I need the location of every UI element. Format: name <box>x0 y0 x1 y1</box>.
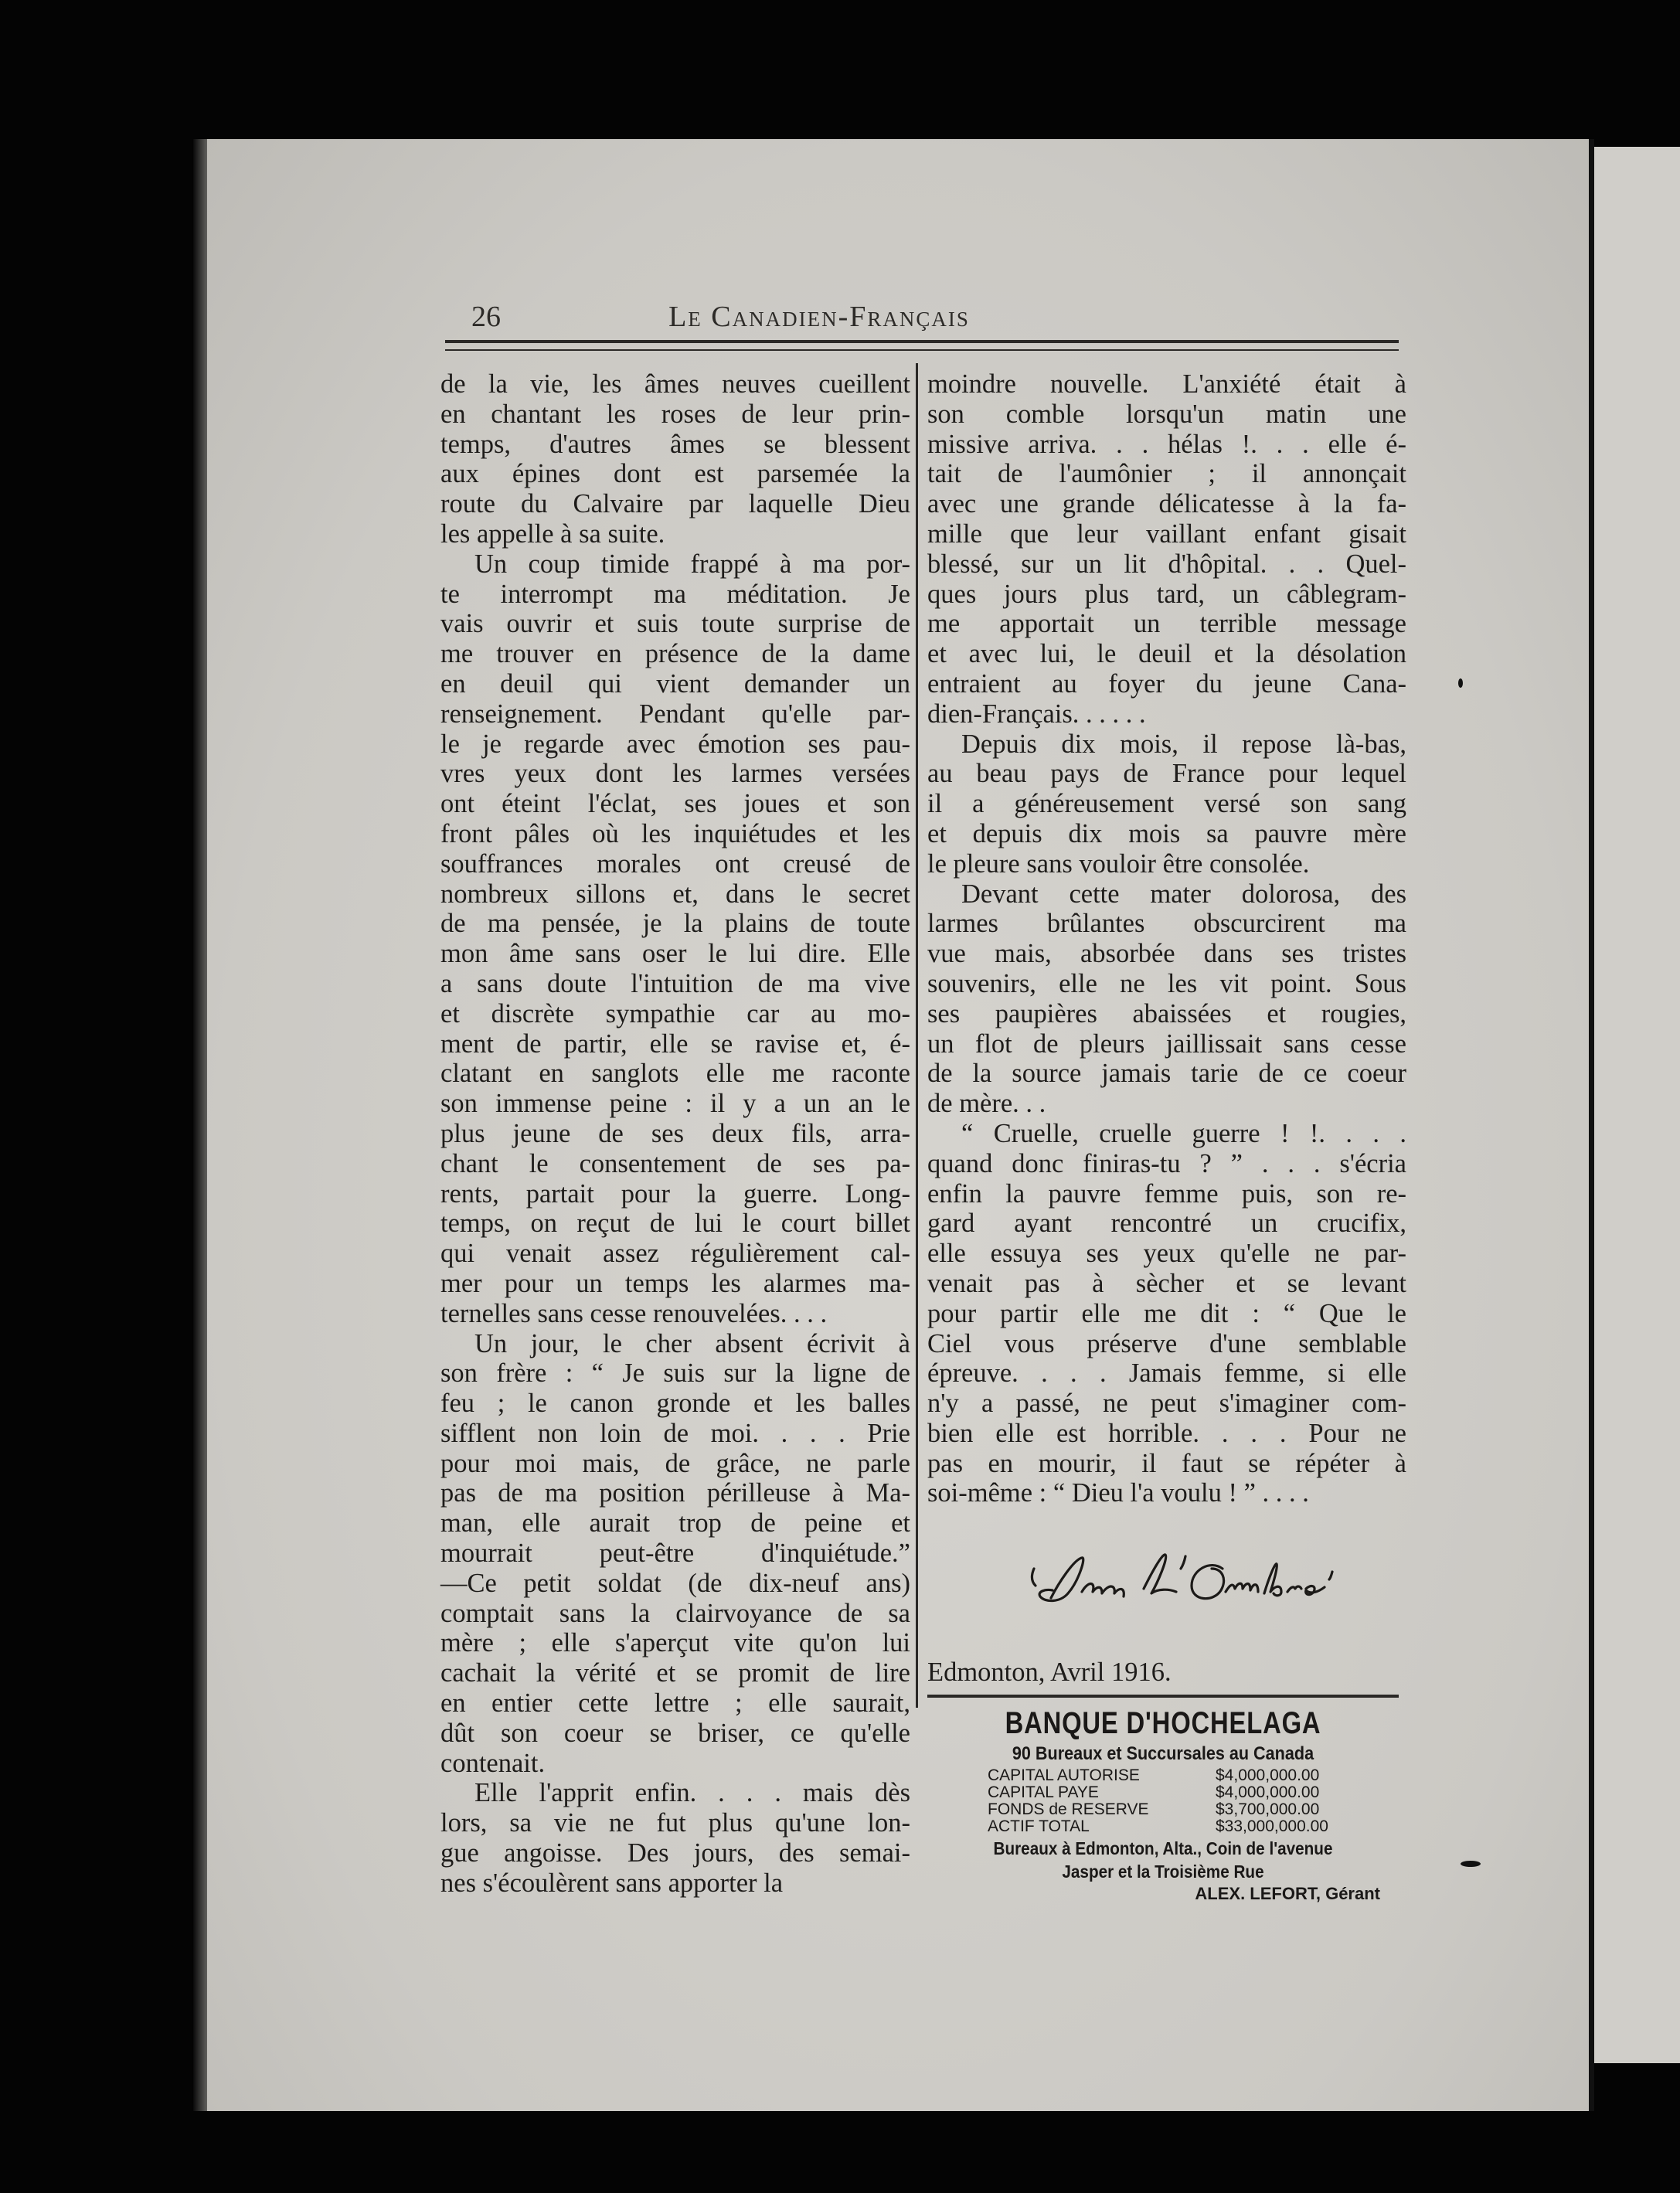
text-line: gue angoisse. Des jours, des semai- <box>440 1838 910 1868</box>
text-line: et discrète sympathie car au mo- <box>440 998 910 1028</box>
text-line: comptait sans la clairvoyance de sa <box>440 1598 910 1628</box>
text-line: et avec lui, le deuil et la désolation <box>927 639 1406 669</box>
page-divider <box>1589 139 1594 2111</box>
text-line: pour partir elle me dit : “ Que le <box>927 1298 1406 1328</box>
text-line: me apportait un terrible message <box>927 609 1406 639</box>
text-line: son immense peine : il y a un an le <box>440 1089 910 1119</box>
text-line: mère ; elle s'aperçut vite qu'on lui <box>440 1628 910 1658</box>
capital-label: CAPITAL PAYE <box>988 1783 1099 1801</box>
text-line: dût son coeur se briser, ce qu'elle <box>440 1718 910 1748</box>
text-line: entraient au foyer du jeune Cana- <box>927 668 1406 699</box>
text-line: de la source jamais tarie de ce coeur <box>927 1059 1406 1089</box>
text-line: et depuis dix mois sa pauvre mère <box>927 818 1406 848</box>
text-line: nes s'écoulèrent sans apporter la <box>440 1868 784 1898</box>
text-line: avec une grande délicatesse à la fa- <box>927 489 1406 519</box>
advertisement-rule <box>927 1695 1399 1698</box>
text-line: quand donc finiras-tu ? ” . . . s'écria <box>927 1148 1406 1178</box>
text-line: souffrances morales ont creusé de <box>440 848 910 879</box>
text-line: contenait. <box>440 1748 546 1778</box>
text-line: missive arriva. . . hélas !. . . elle é- <box>927 429 1406 459</box>
text-line: en entier cette lettre ; elle saurait, <box>440 1688 910 1719</box>
bank-address <box>951 1837 1376 1883</box>
capital-value: $33,000,000.00 <box>1216 1817 1328 1835</box>
text-line: au beau pays de France pour lequel <box>927 759 1406 789</box>
text-line: Un jour, le cher absent écrivit à <box>474 1328 910 1358</box>
capital-row <box>988 1818 1328 1835</box>
text-line: de mère. . . <box>927 1089 1046 1119</box>
text-line: front pâles où les inquiétudes et les <box>440 818 910 848</box>
right-column <box>927 369 1406 1508</box>
text-line: blessé, sur un lit d'hôpital. . . Quel- <box>927 549 1406 579</box>
bank-branches: 90 Bureaux et Succursales au Canada <box>1012 1743 1314 1764</box>
text-line: ment de partir, elle se ravise et, é- <box>440 1028 910 1059</box>
print-speck <box>1458 678 1463 688</box>
text-line: renseignement. Pendant qu'elle par- <box>440 699 910 729</box>
text-line: plus jeune de ses deux fils, arra- <box>440 1118 910 1148</box>
text-line: de la vie, les âmes neuves cueillent <box>440 369 910 399</box>
text-line: aux épines dont est parsemée la <box>440 459 910 489</box>
text-line: venait pas à sècher et se levant <box>927 1268 1406 1298</box>
text-line: n'y a passé, ne peut s'imaginer com- <box>927 1389 1406 1419</box>
text-line: rents, partait pour la guerre. Long- <box>440 1178 910 1209</box>
capital-table <box>988 1767 1328 1835</box>
text-line: Elle l'apprit enfin. . . . mais dès <box>474 1778 910 1808</box>
capital-value: $3,700,000.00 <box>1216 1800 1320 1818</box>
text-line: larmes brûlantes obscurcirent ma <box>927 909 1406 939</box>
bank-address-line: Jasper et la Troisième Rue <box>1062 1862 1264 1882</box>
text-line: enfin la pauvre femme puis, son re- <box>927 1178 1406 1209</box>
journal-title: Le Canadien-Français <box>668 301 970 333</box>
text-line: mer pour un temps les alarmes ma- <box>440 1268 910 1298</box>
text-line: temps, d'autres âmes se blessent <box>440 429 910 459</box>
text-line: mon âme sans oser le lui dire. Elle <box>440 939 910 969</box>
text-line: man, elle aurait trop de peine et <box>440 1508 910 1538</box>
print-speck <box>1461 1861 1481 1867</box>
text-line: Un coup timide frappé à ma por- <box>474 549 910 579</box>
signature <box>1020 1538 1391 1630</box>
text-line: —Ce petit soldat (de dix-neuf ans) <box>440 1568 910 1598</box>
bank-manager: ALEX. LEFORT, Gérant <box>1195 1884 1380 1903</box>
text-line: les appelle à sa suite. <box>440 518 665 549</box>
text-line: en deuil qui vient demander un <box>440 668 910 699</box>
text-line: “ Cruelle, cruelle guerre ! !. . . . <box>961 1118 1406 1148</box>
text-line: ont éteint l'éclat, ses joues et son <box>440 789 910 819</box>
bank-address-line: Bureaux à Edmonton, Alta., Coin de l'avenue <box>993 1838 1333 1858</box>
text-line: temps, on reçut de lui le court billet <box>440 1209 910 1239</box>
capital-label: CAPITAL AUTORISE <box>988 1766 1140 1784</box>
text-line: mourrait peut-être d'inquiétude.” <box>440 1538 910 1569</box>
text-line: son frère : “ Je suis sur la ligne de <box>440 1358 910 1389</box>
text-line: clatant en sanglots elle me raconte <box>440 1059 910 1089</box>
text-line: tait de l'aumônier ; il annonçait <box>927 459 1406 489</box>
left-column <box>440 369 910 1899</box>
text-line: moindre nouvelle. L'anxiété était à <box>927 369 1406 399</box>
capital-label: FONDS de RESERVE <box>988 1800 1149 1818</box>
bank-advertisement <box>927 1704 1399 1905</box>
text-line: ques jours plus tard, un câblegram- <box>927 579 1406 609</box>
text-line: pas en mourir, il faut se répéter à <box>927 1448 1406 1478</box>
bank-name: BANQUE D'HOCHELAGA <box>1005 1706 1321 1740</box>
text-line: son comble lorsqu'un matin une <box>927 399 1406 429</box>
text-line: un flot de pleurs jaillissait sans cesse <box>927 1028 1406 1059</box>
text-line: me trouver en présence de la dame <box>440 639 910 669</box>
adjacent-page-edge <box>1594 147 1680 2063</box>
capital-label: ACTIF TOTAL <box>988 1817 1090 1835</box>
text-line: te interrompt ma méditation. Je <box>440 579 910 609</box>
text-line: mille que leur vaillant enfant gisait <box>927 518 1406 549</box>
text-line: ses paupières abaissées et rougies, <box>927 998 1406 1028</box>
text-line: en chantant les roses de leur prin- <box>440 399 910 429</box>
text-line: a sans doute l'intuition de ma vive <box>440 968 910 998</box>
text-line: bien elle est horrible. . . . Pour ne <box>927 1418 1406 1448</box>
text-line: vres yeux dont les larmes versées <box>440 759 910 789</box>
page-number: 26 <box>471 301 501 333</box>
text-line: pour moi mais, de grâce, ne parle <box>440 1448 910 1478</box>
text-line: vue mais, absorbée dans ses tristes <box>927 939 1406 969</box>
text-line: qui venait assez régulièrement cal- <box>440 1239 910 1269</box>
text-line: gard ayant rencontré un crucifix, <box>927 1209 1406 1239</box>
text-line: chant le consentement de ses pa- <box>440 1148 910 1178</box>
capital-value: $4,000,000.00 <box>1216 1766 1320 1784</box>
column-rule <box>916 363 918 1708</box>
text-line: route du Calvaire par laquelle Dieu <box>440 489 910 519</box>
text-line: soi-même : “ Dieu l'a voulu ! ” . . . . <box>927 1478 1309 1508</box>
dateline: Edmonton, Avril 1916. <box>927 1658 1172 1687</box>
text-line: il a généreusement versé son sang <box>927 789 1406 819</box>
text-line: vais ouvrir et suis toute surprise de <box>440 609 910 639</box>
text-line: le je regarde avec émotion ses pau- <box>440 729 910 759</box>
text-line: Depuis dix mois, il repose là-bas, <box>961 729 1406 759</box>
capital-row <box>988 1767 1328 1784</box>
text-line: de ma pensée, je la plains de toute <box>440 909 910 939</box>
text-line: pas de ma position périlleuse à Ma- <box>440 1478 910 1508</box>
capital-value: $4,000,000.00 <box>1216 1783 1320 1801</box>
text-line: Ciel vous préserve d'une semblable <box>927 1328 1406 1358</box>
text-line: souvenirs, elle ne les vit point. Sous <box>927 968 1406 998</box>
text-line: feu ; le canon gronde et les balles <box>440 1389 910 1419</box>
text-line: elle essuya ses yeux qu'elle ne par- <box>927 1239 1406 1269</box>
text-line: cachait la vérité et se promit de lire <box>440 1658 910 1688</box>
text-line: épreuve. . . . Jamais femme, si elle <box>927 1358 1406 1389</box>
text-line: nombreux sillons et, dans le secret <box>440 879 910 909</box>
text-line: Devant cette mater dolorosa, des <box>961 879 1406 909</box>
text-line: ternelles sans cesse renouvelées. . . . <box>440 1298 828 1328</box>
capital-row <box>988 1784 1328 1801</box>
header-rule <box>445 340 1399 351</box>
page-gutter-shadow <box>193 139 209 2111</box>
text-line: dien-Français. . . . . . <box>927 699 1146 729</box>
text-line: sifflent non loin de moi. . . . Prie <box>440 1418 910 1448</box>
page-header <box>236 300 1403 338</box>
text-line: le pleure sans vouloir être consolée. <box>927 848 1310 879</box>
capital-row <box>988 1801 1328 1818</box>
text-line: lors, sa vie ne fut plus qu'une lon- <box>440 1808 910 1838</box>
